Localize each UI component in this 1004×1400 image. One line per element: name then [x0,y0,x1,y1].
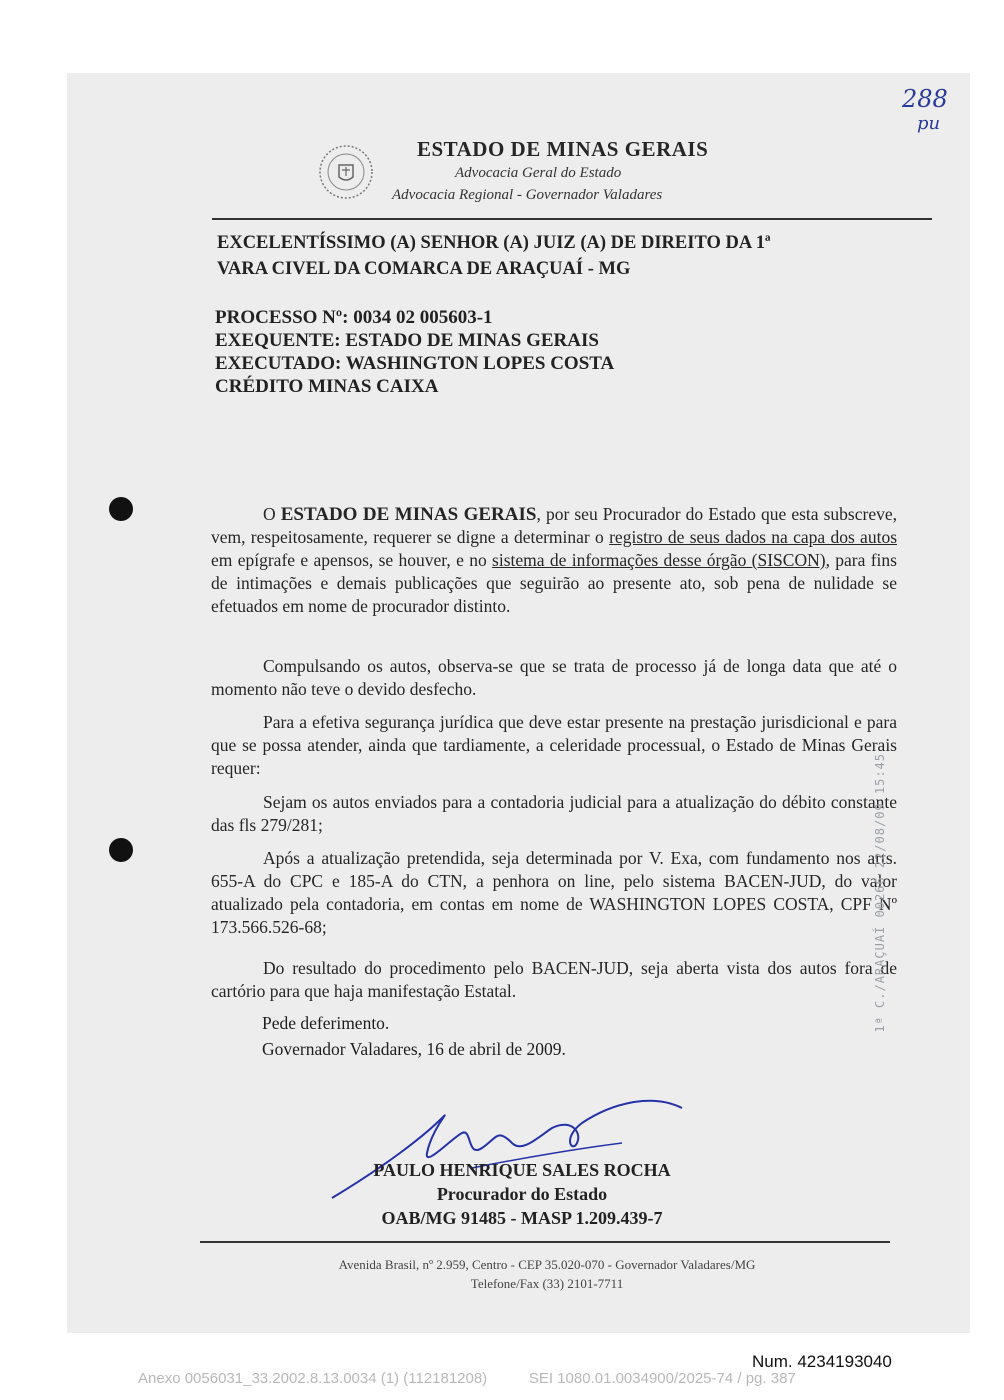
scanned-page [67,73,970,1333]
p1-bold-state: ESTADO DE MINAS GERAIS [280,504,537,525]
p1-text-b: em epígrafe e apensos, se houver, e no [211,550,493,570]
paragraph-4: Sejam os autos enviados para a contadoria judicial para a atualização do débito constante das fls 279/281; [211,792,897,835]
header-subtitle-1: Advocacia Geral do Estado [455,165,622,181]
addressee-line-1: EXCELENTÍSSIMO (A) SENHOR (A) JUIZ (A) DE DIREITO DA 1ª [217,233,771,253]
credito: CRÉDITO MINAS CAIXA [215,376,439,397]
addressee-line-2: VARA CIVEL DA COMARCA DE ARAÇUAÍ - MG [217,259,631,279]
punch-hole-bottom [109,838,133,862]
coat-of-arms-seal-icon [317,143,375,201]
paragraph-3: Para a efetiva segurança jurídica que deve estar presente na prestação jurisdicional e para que se possa atender, ainda que tardiamente, a celeridade processual, o Estado de Minas Gerais requer: [211,712,897,778]
p1-lead: O [263,504,281,524]
header-title: ESTADO DE MINAS GERAIS [417,137,709,161]
annex-reference: Anexo 0056031_33.2002.8.13.0034 (1) (112181208) SEI 1080.01.0034900/2025-74 / pg. 387 [138,1370,796,1387]
closing-request: Pede deferimento. [262,1013,390,1033]
protocol-stamp: 1ª C./ARAÇUAÍ 00266 22/08/09 15:45 [873,753,887,1033]
process-number: PROCESSO Nº: 0034 02 005603-1 [215,307,493,328]
process-block [215,306,614,398]
signer-registration: OAB/MG 91485 - MASP 1.209.439-7 [381,1208,663,1228]
document-number: Num. 4234193040 [752,1352,892,1371]
executado: EXECUTADO: WASHINGTON LOPES COSTA [215,353,615,374]
paragraph-5: Após a atualização pretendida, seja determinada por V. Exa, com fundamento nos arts. 655-A do CPC e 185-A do CTN, a penhora on line, pelo sistema BACEN-JUD, do valor atualizado pela contadoria, em contas em nome de WASHINGTON LOPES COSTA, CPF Nº 173.566.526-68; [211,848,897,937]
p1-underline-1: registro de seus dados na capa dos autos [609,527,897,547]
p1-text-a: , por seu Procurador do Estado que esta subscreve, vem, respeitosamente, requerer se digne a determinar o [211,504,897,547]
page-number-annotation: 288 [902,85,948,113]
paragraph-2: Compulsando os autos, observa-se que se trata de processo já de longa data que até o momento não teve o devido desfecho. [211,656,897,699]
closing-date: Governador Valadares, 16 de abril de 2009. [262,1039,566,1059]
footer-divider [200,1241,890,1243]
header-subtitle-2: Advocacia Regional - Governador Valadares [392,187,663,203]
exequente: EXEQUENTE: ESTADO DE MINAS GERAIS [215,330,599,351]
paragraph-6: Do resultado do procedimento pelo BACEN-JUD, seja aberta vista dos autos fora de cartório para que haja manifestação Estatal. [211,958,897,1001]
signer-name: PAULO HENRIQUE SALES ROCHA [373,1160,671,1180]
header-divider [212,218,932,220]
footer-address: Avenida Brasil, nº 2.959, Centro - CEP 35.020-070 - Governador Valadares/MG [338,1257,756,1272]
p1-underline-2: sistema de informações desse órgão (SISCON) [492,550,826,570]
punch-hole-top [109,497,133,521]
p1-text-c: , para fins de intimações e demais publicações que seguirão ao presente ato, sob pena de nulidade se efetuados em nome de procurador distinto. [211,550,897,616]
footer-phone: Telefone/Fax (33) 2101-7711 [470,1276,624,1291]
paragraph-1 [211,503,897,618]
signer-role: Procurador do Estado [436,1184,608,1204]
initials-annotation: pu [917,113,941,134]
